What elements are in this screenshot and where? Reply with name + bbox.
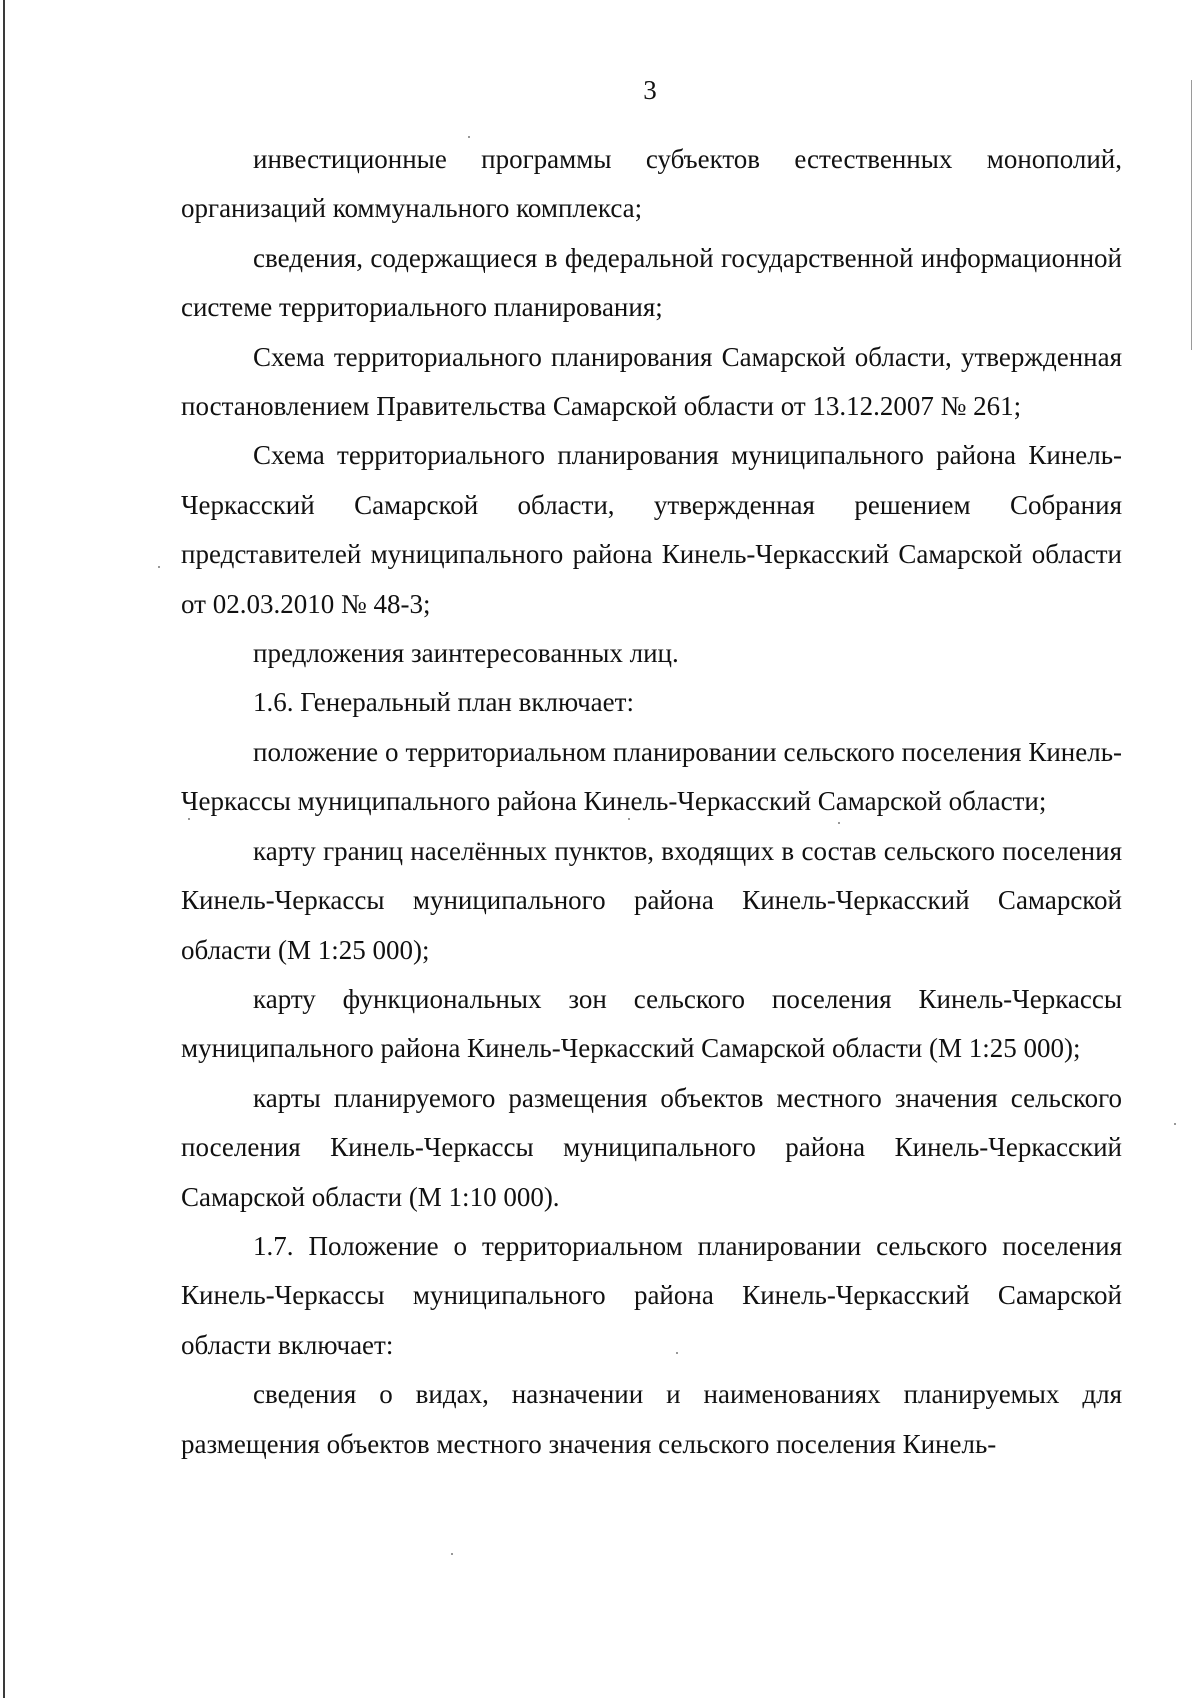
paragraph: сведения о видах, назначении и наименованиях планируемых для размещения объектов местного значения сельского поселения Кинель- xyxy=(181,1379,1122,1459)
body-text xyxy=(181,135,1122,1469)
paragraph: карту границ населённых пунктов, входящих в состав сельского поселения Кинель-Черкассы муниципального района Кинель-Черкасский Самарской области (М 1:25 000); xyxy=(181,835,1122,965)
paragraph: карты планируемого размещения объектов местного значения сельского поселения Кинель-Черкассы муниципального района Кинель-Черкасский Самарской области (М 1:10 000). xyxy=(181,1082,1122,1212)
paragraph: сведения, содержащиеся в федеральной государственной информационной системе территориального планирования; xyxy=(181,242,1122,323)
paragraph: Схема территориального планирования Самарской области, утвержденная постановлением Правительства Самарской области от 13.12.2007 № 261; xyxy=(181,341,1122,422)
scan-speck xyxy=(158,566,160,568)
paragraph: карту функциональных зон сельского поселения Кинель-Черкассы муниципального района Кинель-Черкасский Самарской области (М 1:25 000); xyxy=(181,983,1122,1064)
paragraph: положение о территориальном планировании сельского поселения Кинель-Черкассы муниципального района Кинель-Черкасский Самарской области; xyxy=(181,736,1122,817)
page-number: 3 xyxy=(643,75,657,105)
paragraph: 1.6. Генеральный план включает: xyxy=(253,687,634,718)
paragraph: инвестиционные программы субъектов естественных монополий, организаций коммунального комплекса; xyxy=(181,144,1122,224)
paragraph: Схема территориального планирования муниципального района Кинель-Черкасский Самарской области, утвержденная решением Собрания представителей муниципального района Кинель-Черкасский Самарской области от 02.03.2010 № 48-3; xyxy=(181,440,1122,619)
scan-right-edge xyxy=(1191,80,1192,350)
paragraph: 1.7. Положение о территориальном планировании сельского поселения Кинель-Черкассы муниципального района Кинель-Черкасский Самарской области включает: xyxy=(181,1230,1122,1360)
scan-speck xyxy=(451,1553,453,1555)
paragraph: предложения заинтересованных лиц. xyxy=(253,638,679,669)
scan-speck xyxy=(1174,1123,1176,1125)
scan-left-edge xyxy=(3,0,5,1698)
